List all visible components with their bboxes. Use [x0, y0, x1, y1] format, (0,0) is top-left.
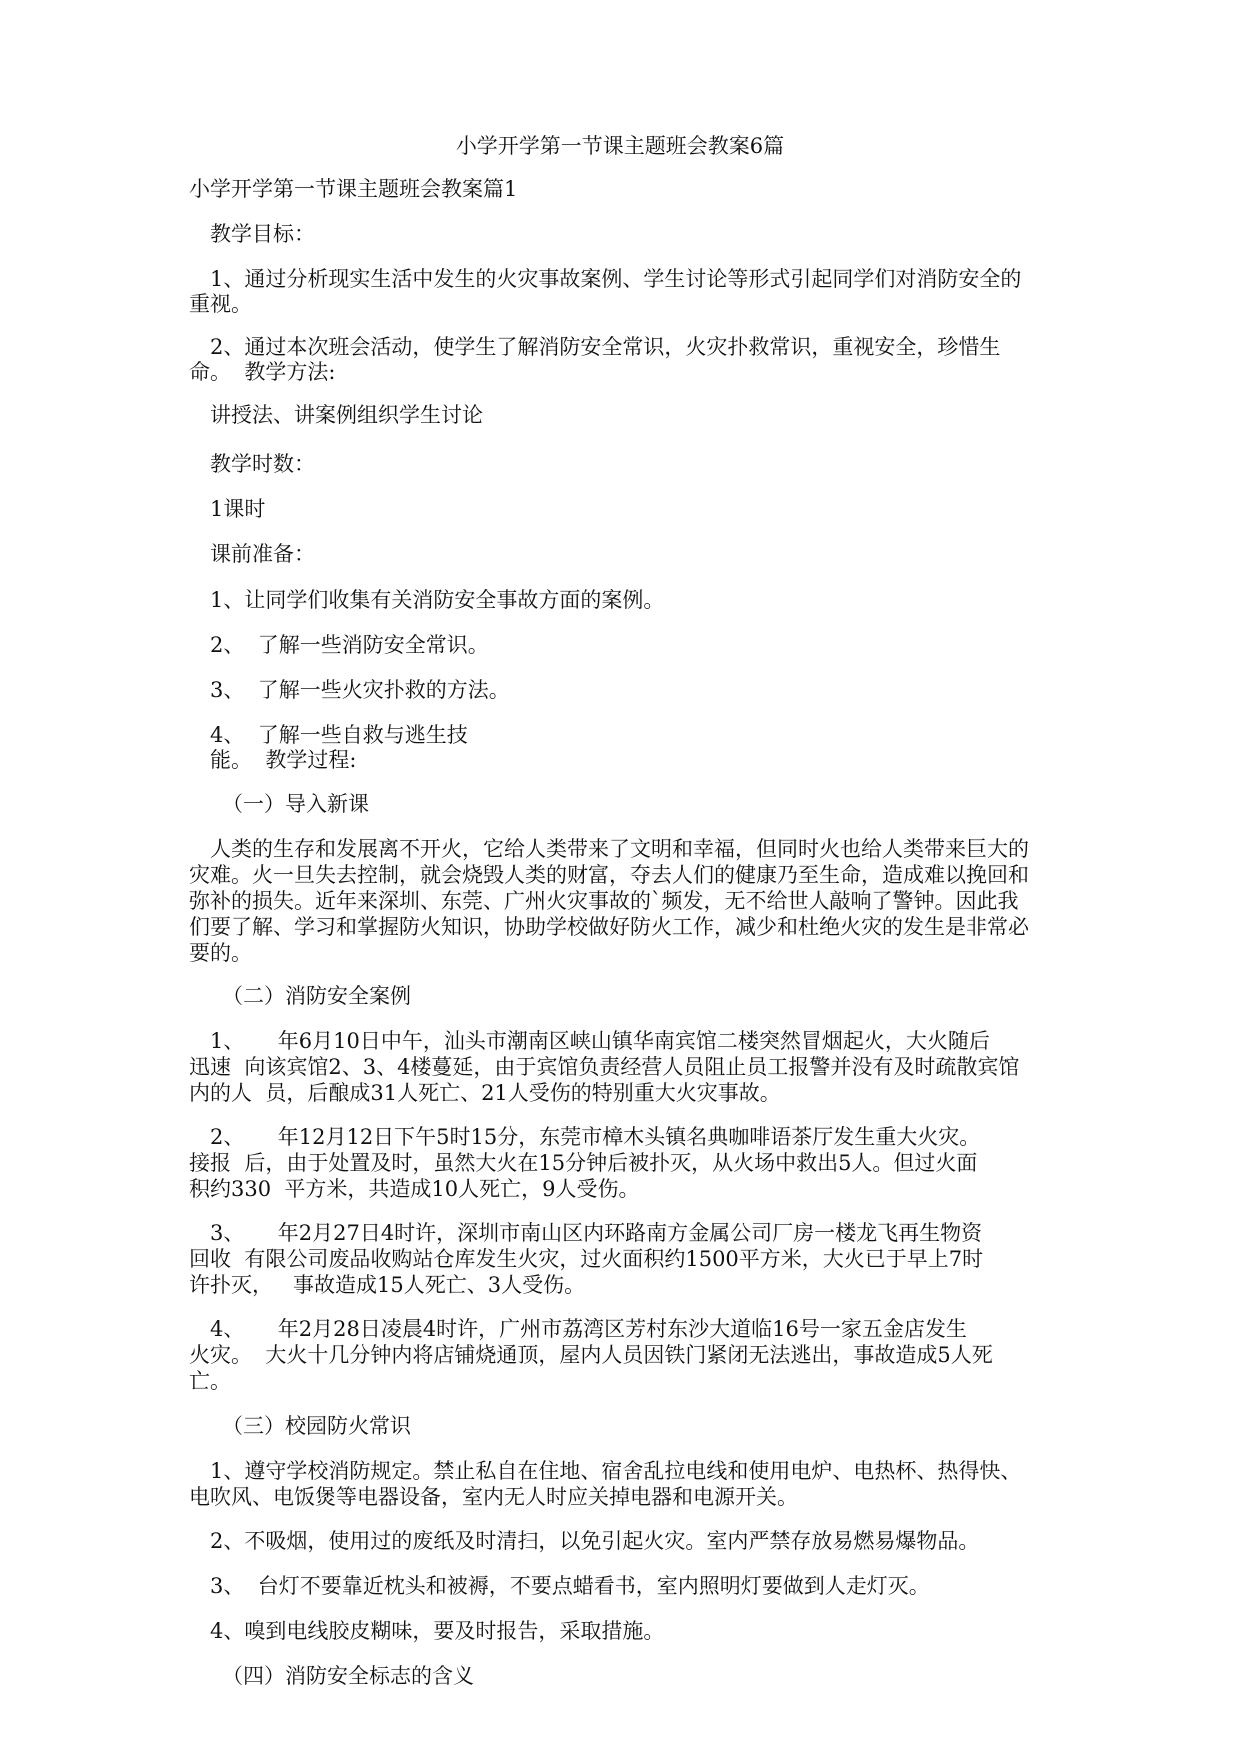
campus-2: 2、不吸烟，使用过的废纸及时清扫，以免引起火灾。室内严禁存放易燃易爆物品。 — [210, 1529, 980, 1553]
campus-1-line-1: 1、遵守学校消防规定。禁止私自在住地、宿舍乱拉电线和使用电炉、电热杯、热得快、 — [210, 1459, 1022, 1483]
part1-paragraph-line-1: 人类的生存和发展离不开火，它给人类带来了文明和幸福，但同时火也给人类带来巨大的 — [210, 837, 1029, 861]
case-3-line-2: 回收 有限公司废品收购站仓库发生火灾，过火面积约1500平方米，大火已于早上7时 — [189, 1247, 984, 1271]
part1-heading: （一）导入新课 — [222, 792, 369, 816]
prep-item-1: 1、让同学们收集有关消防安全事故方面的案例。 — [210, 588, 665, 612]
objective-1-line-1: 1、通过分析现实生活中发生的火灾事故案例、学生讨论等形式引起同学们对消防安全的 — [210, 267, 1022, 291]
hours-value: 1课时 — [210, 497, 266, 521]
section-heading: 小学开学第一节课主题班会教案篇1 — [189, 177, 518, 201]
part3-heading: （三）校园防火常识 — [222, 1414, 411, 1438]
part1-paragraph-line-5: 要的。 — [189, 941, 252, 965]
objective-1-line-2: 重视。 — [189, 292, 252, 316]
prep-label: 课前准备： — [210, 542, 315, 566]
case-4-line-2: 火灾。 大火十几分钟内将店铺烧通顶，屋内人员因铁门紧闭无法逃出，事故造成5人死 — [189, 1343, 993, 1367]
part2-heading: （二）消防安全案例 — [222, 984, 411, 1008]
campus-4: 4、嗅到电线胶皮糊味，要及时报告，采取措施。 — [210, 1619, 665, 1643]
part1-paragraph-line-4: 们要了解、学习和掌握防火知识，协助学校做好防火工作，减少和杜绝火灾的发生是非常必 — [189, 915, 1029, 939]
case-2-line-3: 积约330 平方米，共造成10人死亡，9人受伤。 — [189, 1177, 640, 1201]
case-4-line-3: 亡。 — [189, 1369, 231, 1393]
part1-paragraph-line-2: 灾难。火一旦失去控制，就会烧毁人类的财富，夺去人们的健康乃至生命，造成难以挽回和 — [189, 863, 1029, 887]
case-4-line-1: 4、 年2月28日凌晨4时许，广州市荔湾区芳村东沙大道临16号一家五金店发生 — [210, 1317, 967, 1341]
objective-2-line-2: 命。 教学方法: — [189, 360, 336, 384]
campus-1-line-2: 电吹风、电饭煲等电器设备，室内无人时应关掉电器和电源开关。 — [189, 1485, 798, 1509]
campus-3: 3、 台灯不要靠近枕头和被褥，不要点蜡看书，室内照明灯要做到人走灯灭。 — [210, 1574, 930, 1598]
case-3-line-3: 许扑灭， 事故造成15人死亡、3人受伤。 — [189, 1273, 586, 1297]
prep-item-3: 3、 了解一些火灾扑救的方法。 — [210, 678, 510, 702]
case-1-line-2: 迅速 向该宾馆2、3、4楼蔓延，由于宾馆负责经营人员阻止员工报警并没有及时疏散宾馆 — [189, 1055, 1020, 1079]
part4-heading: （四）消防安全标志的含义 — [222, 1664, 474, 1688]
prep-item-4-line-2: 能。 教学过程: — [210, 748, 357, 772]
case-1-line-3: 内的人 员，后酿成31人死亡、21人受伤的特别重大火灾事故。 — [189, 1081, 781, 1105]
prep-item-2: 2、 了解一些消防安全常识。 — [210, 633, 489, 657]
case-2-line-1: 2、 年12月12日下午5时15分，东莞市樟木头镇名典咖啡语茶厅发生重大火灾。 — [210, 1125, 981, 1149]
prep-item-4-line-1: 4、 了解一些自救与逃生技 — [210, 723, 468, 747]
case-3-line-1: 3、 年2月27日4时许，深圳市南山区内环路南方金属公司厂房一楼龙飞再生物资 — [210, 1221, 983, 1245]
methods-text: 讲授法、讲案例组织学生讨论 — [210, 403, 483, 427]
objectives-label: 教学目标： — [210, 222, 315, 246]
objective-2-line-1: 2、通过本次班会活动，使学生了解消防安全常识，火灾扑救常识，重视安全，珍惜生 — [210, 335, 1001, 359]
part1-paragraph-line-3: 弥补的损失。近年来深圳、东莞、广州火灾事故的`频发，无不给世人敲响了警钟。因此我 — [189, 889, 1019, 913]
hours-label: 教学时数： — [210, 452, 315, 476]
case-1-line-1: 1、 年6月10日中午，汕头市潮南区峡山镇华南宾馆二楼突然冒烟起火，大火随后 — [210, 1029, 990, 1053]
case-2-line-2: 接报 后，由于处置及时，虽然大火在15分钟后被扑灭，从火场中救出5人。但过火面 — [189, 1151, 978, 1175]
document-title: 小学开学第一节课主题班会教案6篇 — [455, 134, 785, 158]
